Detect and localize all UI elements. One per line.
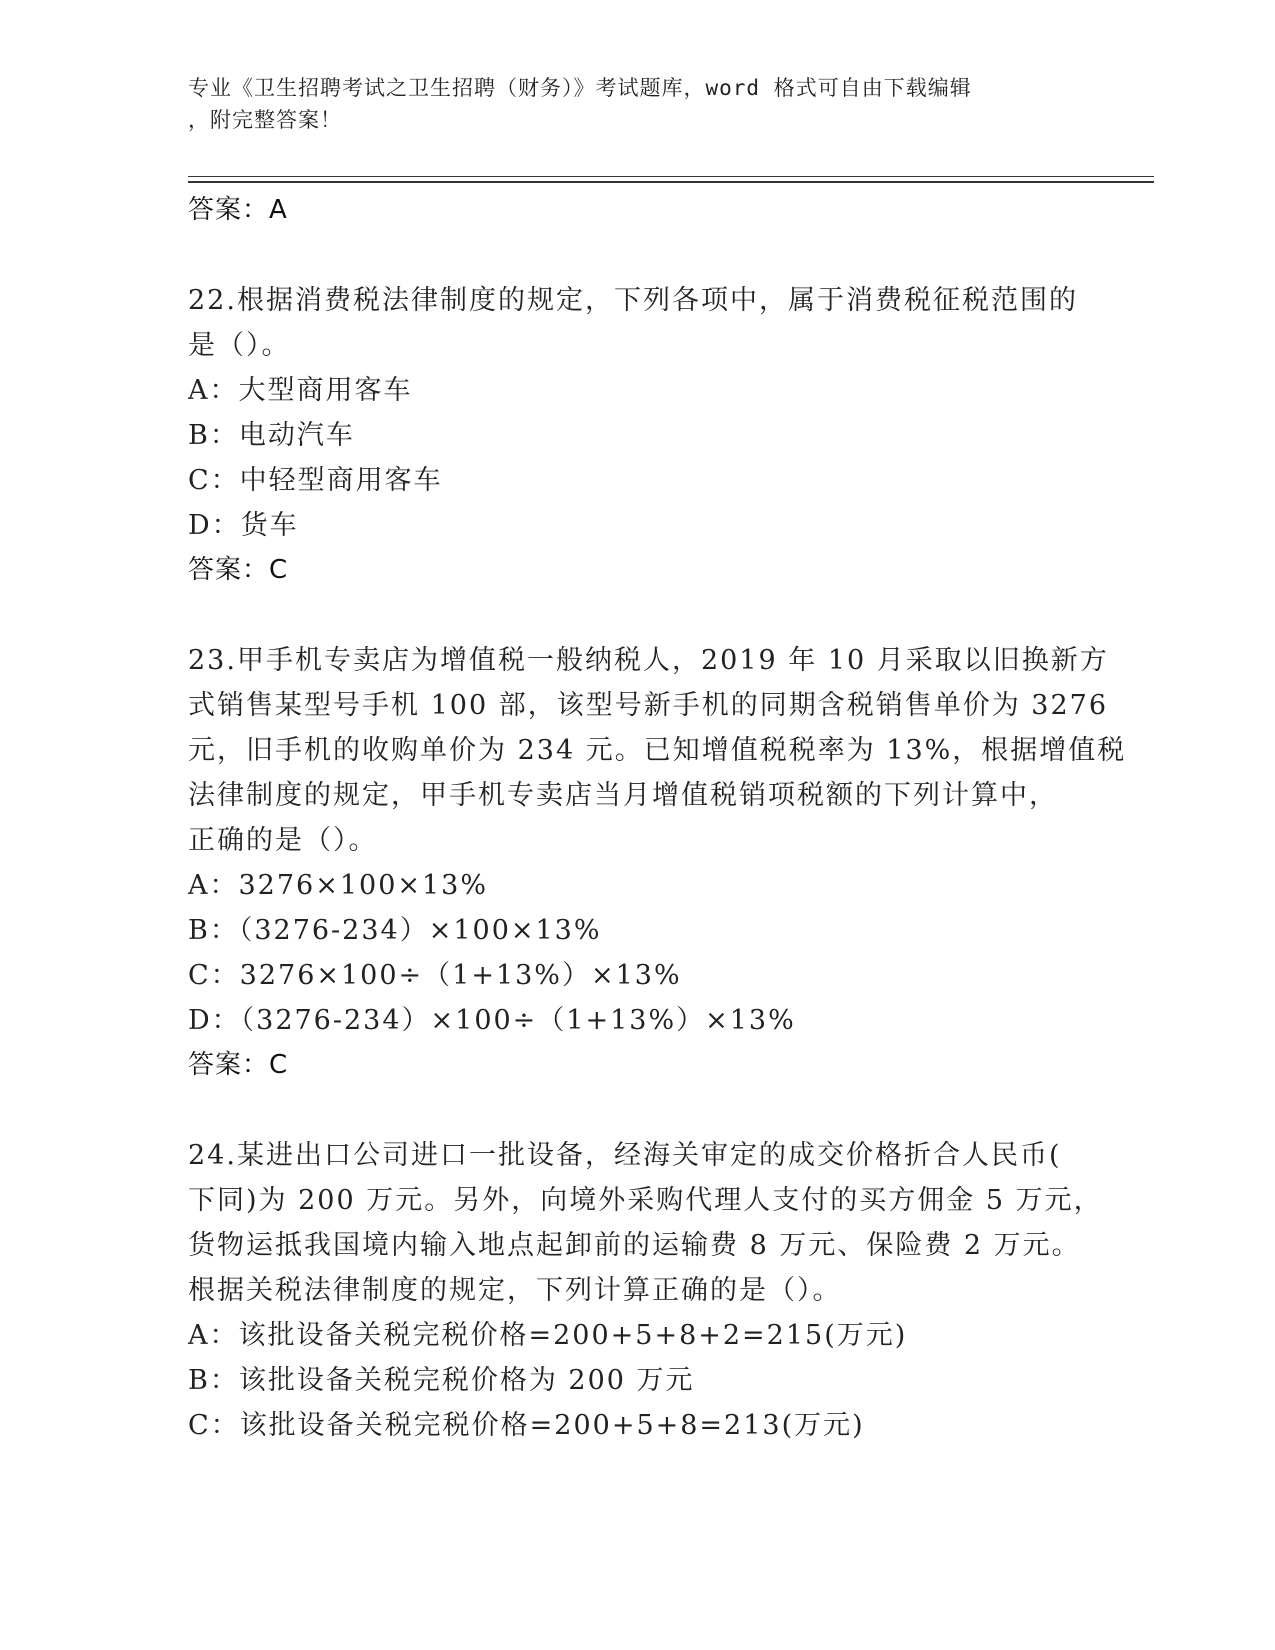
option-d: D：（3276-234）×100÷（1+13%）×13% bbox=[188, 1005, 796, 1036]
answer-23: 答案：C bbox=[188, 1050, 289, 1080]
question-list bbox=[188, 188, 1127, 1448]
header-divider-thin bbox=[188, 176, 1154, 177]
question-text-line: 式销售某型号手机 100 部，该型号新手机的同期含税销售单价为 3276 bbox=[188, 690, 1108, 721]
header-divider-thick bbox=[188, 181, 1154, 183]
option-b: B：电动汽车 bbox=[188, 420, 355, 451]
option-c: C：该批设备关税完税价格=200+5+8=213(万元) bbox=[188, 1410, 865, 1441]
question-24 bbox=[188, 1133, 1103, 1313]
question-23 bbox=[188, 638, 1127, 863]
header-line-2: ，附完整答案！ bbox=[188, 108, 342, 132]
option-b: B：该批设备关税完税价格为 200 万元 bbox=[188, 1365, 695, 1396]
question-text-line: 是（）。 bbox=[188, 330, 291, 361]
option-c: C：中轻型商用客车 bbox=[188, 465, 443, 496]
question-text-line: 元，旧手机的收购单价为 234 元。已知增值税税率为 13%，根据增值税 bbox=[188, 735, 1127, 766]
previous-answer: 答案：A bbox=[188, 195, 288, 225]
question-22 bbox=[188, 278, 1088, 368]
question-text-line: 下同)为 200 万元。另外，向境外采购代理人支付的买方佣金 5 万元， bbox=[188, 1185, 1103, 1216]
question-text-line: 法律制度的规定，甲手机专卖店当月增值税销项税额的下列计算中， bbox=[188, 780, 1058, 811]
option-d: D：货车 bbox=[188, 510, 299, 541]
question-text-line: 22.根据消费税法律制度的规定，下列各项中，属于消费税征税范围的 bbox=[188, 285, 1078, 316]
question-text-line: 根据关税法律制度的规定，下列计算正确的是（）。 bbox=[188, 1275, 842, 1306]
option-a: A：大型商用客车 bbox=[188, 375, 413, 406]
question-text-line: 正确的是（）。 bbox=[188, 825, 378, 856]
question-text-line: 货物运抵我国境内输入地点起卸前的运输费 8 万元、保险费 2 万元。 bbox=[188, 1230, 1081, 1261]
question-text-line: 23.甲手机专卖店为增值税一般纳税人，2019 年 10 月采取以旧换新方 bbox=[188, 645, 1109, 676]
spacer bbox=[188, 1087, 1088, 1133]
document-header bbox=[188, 72, 1068, 136]
option-a: A：3276×100×13% bbox=[188, 870, 489, 901]
answer-22: 答案：C bbox=[188, 555, 289, 585]
spacer bbox=[188, 592, 1088, 638]
option-b: B：（3276-234）×100×13% bbox=[188, 915, 602, 946]
header-line-1: 专业《卫生招聘考试之卫生招聘（财务）》考试题库，word 格式可自由下载编辑 bbox=[188, 76, 972, 100]
option-a: A：该批设备关税完税价格=200+5+8+2=215(万元) bbox=[188, 1320, 908, 1351]
option-c: C：3276×100÷（1+13%）×13% bbox=[188, 960, 682, 991]
spacer bbox=[188, 232, 1088, 278]
question-text-line: 24.某进出口公司进口一批设备，经海关审定的成交价格折合人民币( bbox=[188, 1140, 1062, 1171]
